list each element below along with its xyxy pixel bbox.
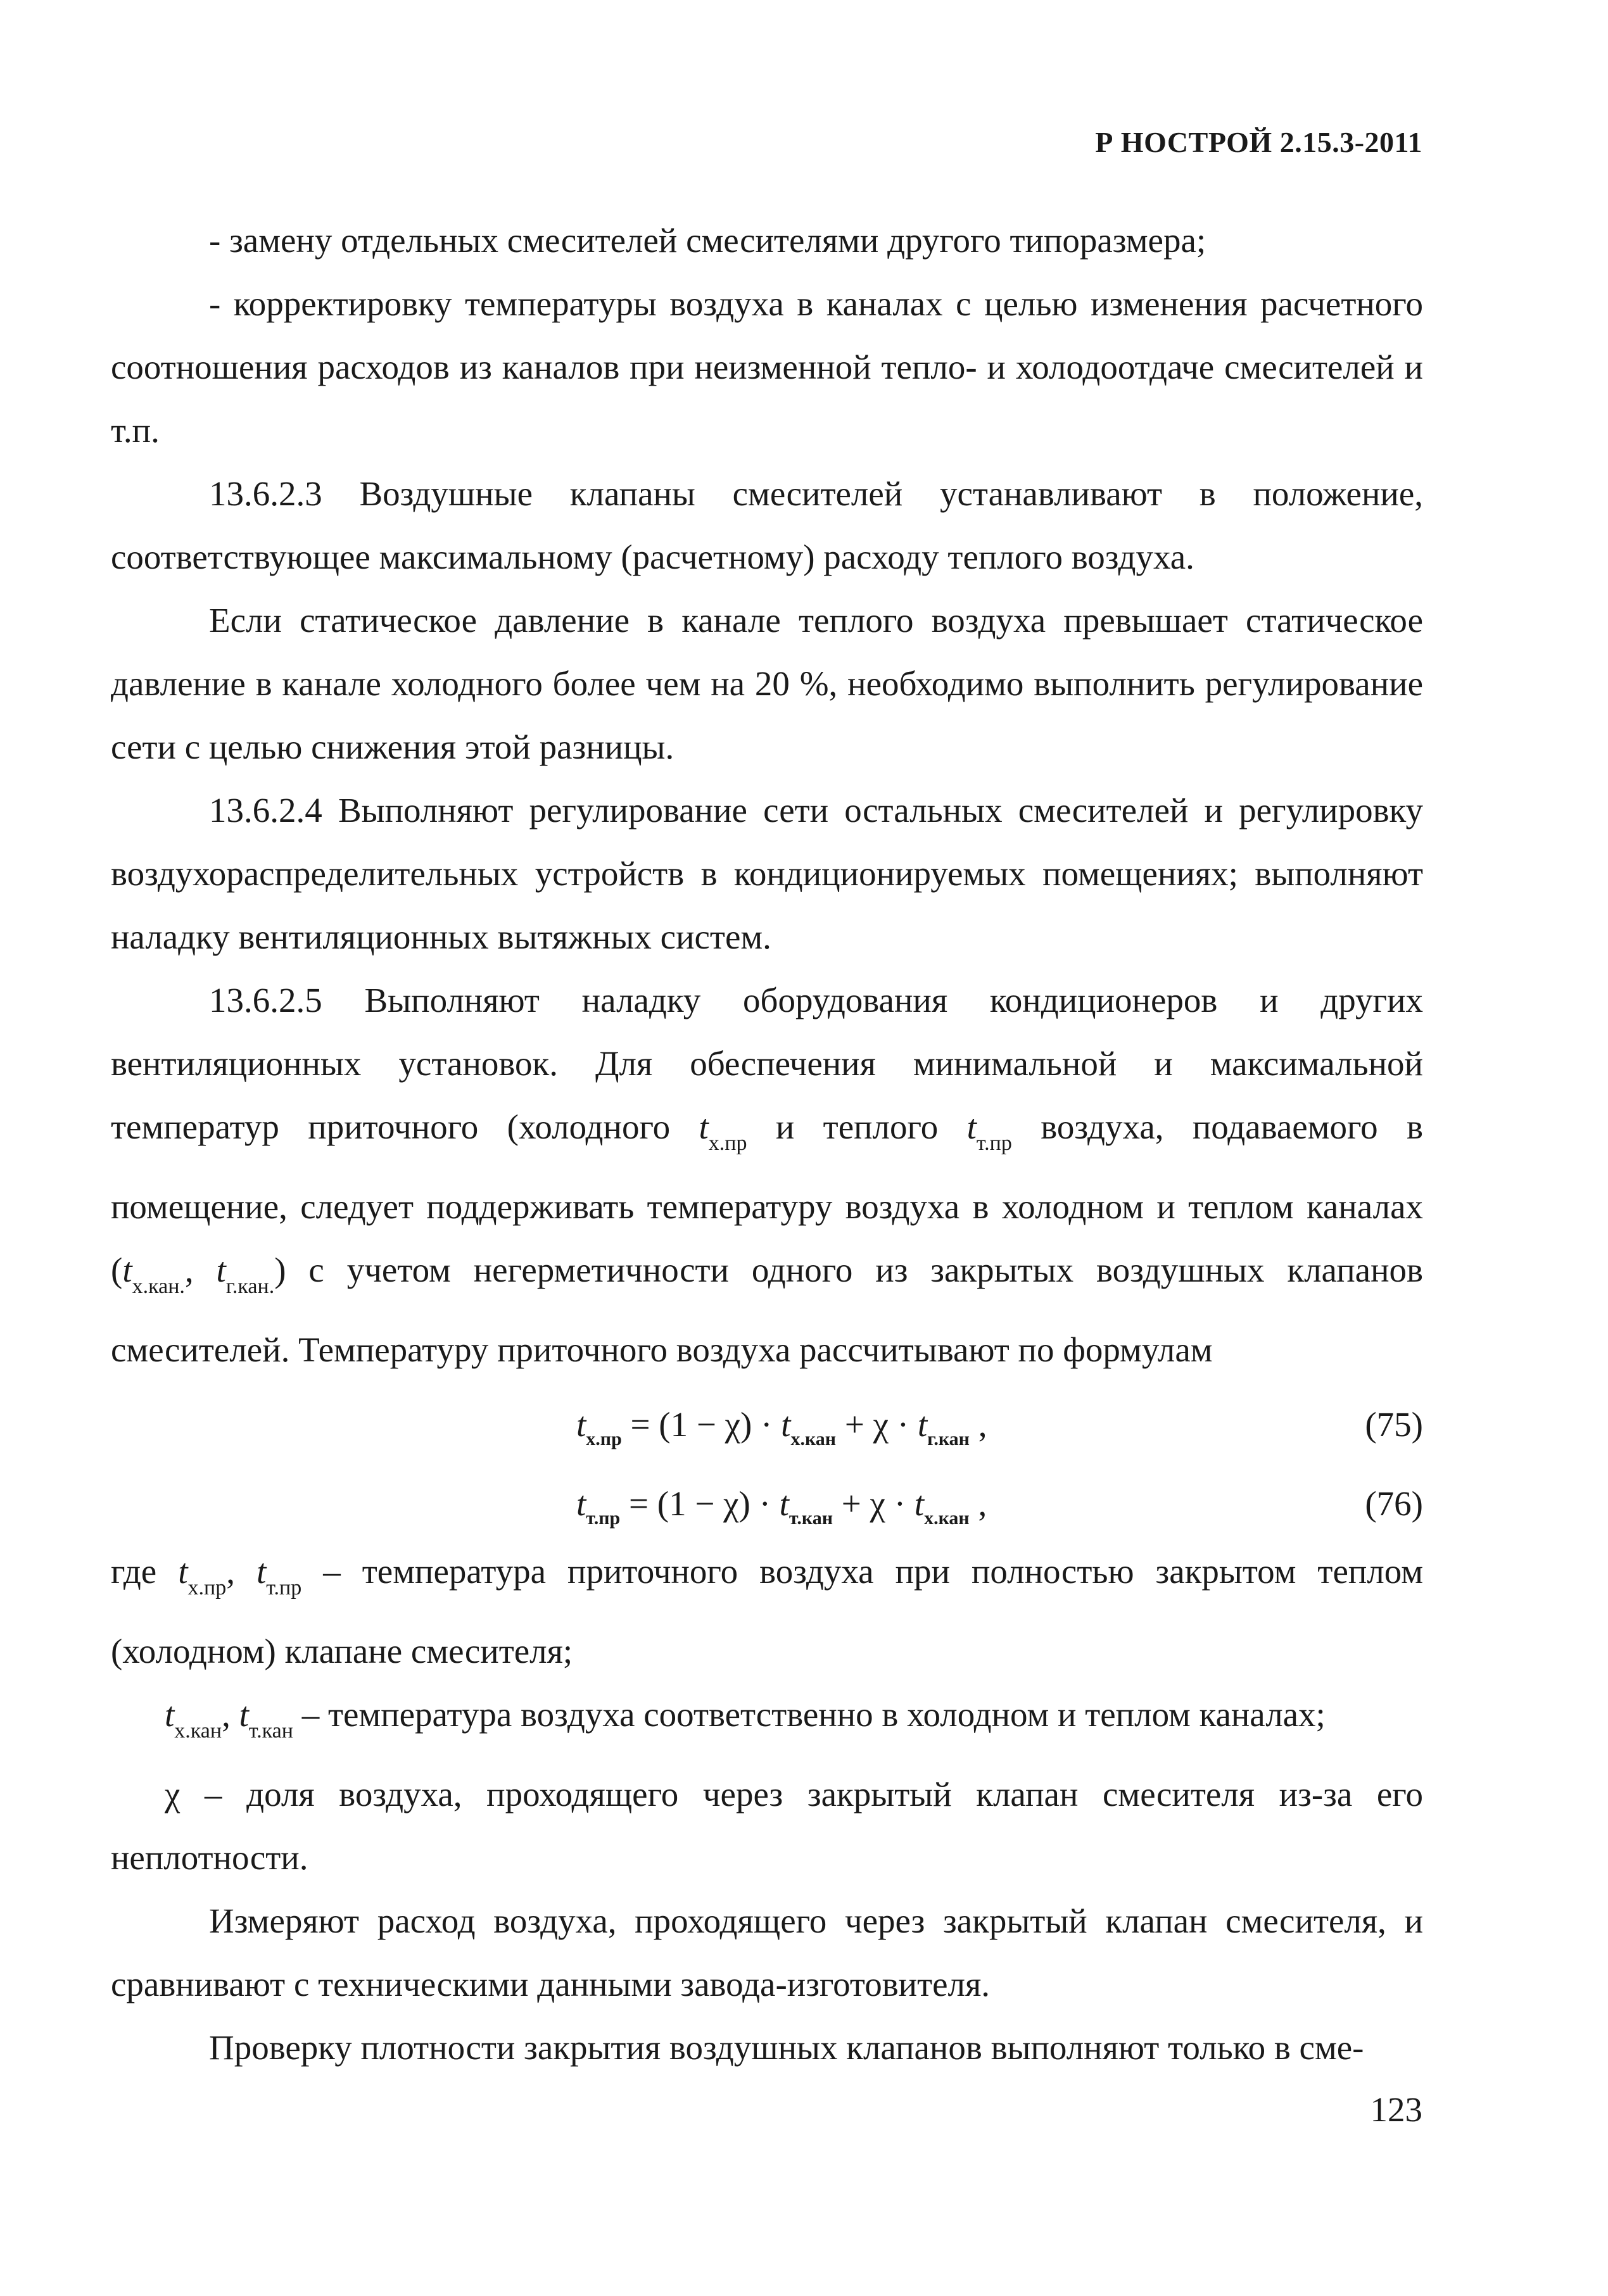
formula-75: [111, 1382, 1423, 1461]
formula-number: (75): [1365, 1405, 1423, 1444]
subscript: х.кан.: [132, 1275, 185, 1298]
page-body: [111, 209, 1423, 2079]
paragraph-2: - корректировку температуры воздуха в каналах с целью изменения расчетного соотношения расходов из каналов при неизменной тепло- и холодоотдаче смесителей и т.п.: [111, 284, 1423, 450]
paragraph-1: - замену отдельных смесителей смесителями другого типоразмера;: [209, 221, 1206, 260]
variable-t: t: [122, 1251, 132, 1289]
variable-t: t: [216, 1251, 226, 1289]
formula-expression: $t_{х.пр} = (1 - \chi) \cdot t_{х.кан} + \chi \cdot t_{г.кан}$ ,: [576, 1405, 987, 1449]
formula-expression: $t_{т.пр} = (1 - \chi) \cdot t_{т.кан} + \chi \cdot t_{х.кан}$ ,: [576, 1484, 987, 1529]
document-code-header: Р НОСТРОЙ 2.15.3-2011: [1095, 126, 1422, 158]
paragraph-static-pressure: Если статическое давление в канале теплого воздуха превышает статическое давление в канале холодного более чем на 20 %, необходимо выполнить регулирование сети с целью снижения этой разницы.: [111, 601, 1423, 766]
paragraph-13-6-2-3: 13.6.2.3 Воздушные клапаны смесителей устанавливают в положение, соответствующее максимальному (расчетному) расходу теплого воздуха.: [111, 474, 1423, 576]
subscript: х.пр: [708, 1132, 747, 1155]
subscript: т.пр: [976, 1132, 1012, 1155]
page-number: 123: [1370, 2090, 1422, 2129]
variable-t: t: [699, 1107, 709, 1146]
paragraph-13-6-2-4: 13.6.2.4 Выполняют регулирование сети остальных смесителей и регулировку воздухораспределительных устройств в кондиционируемых помещениях; выполняют наладку вентиляционных вытяжных систем.: [111, 791, 1423, 956]
formula-definitions: [111, 1540, 1423, 1889]
variable-t: t: [966, 1107, 977, 1146]
paragraph-air-flow-measurement: Измеряют расход воздуха, проходящего через закрытый клапан смесителя, и сравнивают с техническими данными завода-изготовителя.: [111, 1902, 1423, 2003]
formula-number: (76): [1365, 1484, 1423, 1523]
paragraph-13-6-2-5: 13.6.2.5 Выполняют наладку оборудования кондиционеров и других вентиляционных установок. Для обеспечения минимальной и максимальной температур приточного (холодного $t_{х.пр}$ и теплого $t_{т.пр}$ воздуха, подаваемого в помещение, следует поддерживать температуру воздуха в холодном и теплом каналах ($t_{х.кан.}$, $t_{г.кан.}$) с учетом негерметичности одного из закрытых воздушных клапанов смесителей. Температуру приточного воздуха рассчитывают по формулам: [111, 981, 1423, 1369]
paragraph-valve-check: Проверку плотности закрытия воздушных клапанов выполняют только в сме-: [209, 2028, 1364, 2067]
definition-supply-temperature: где $t_{х.пр}$, $t_{т.пр}$ – температура приточного воздуха при полностью закрытом теплом (холодном) клапане смесителя;: [111, 1552, 1424, 1670]
definition-chi: χ – доля воздуха, проходящего через закрытый клапан смесителя из-за его неплотности.: [111, 1775, 1423, 1877]
formula-76: [111, 1461, 1423, 1540]
subscript: г.кан.: [225, 1275, 275, 1298]
definition-channel-temperature: $t_{х.кан}$, $t_{т.кан}$ – температура воздуха соответственно в холодном и теплом каналах;: [165, 1695, 1326, 1743]
